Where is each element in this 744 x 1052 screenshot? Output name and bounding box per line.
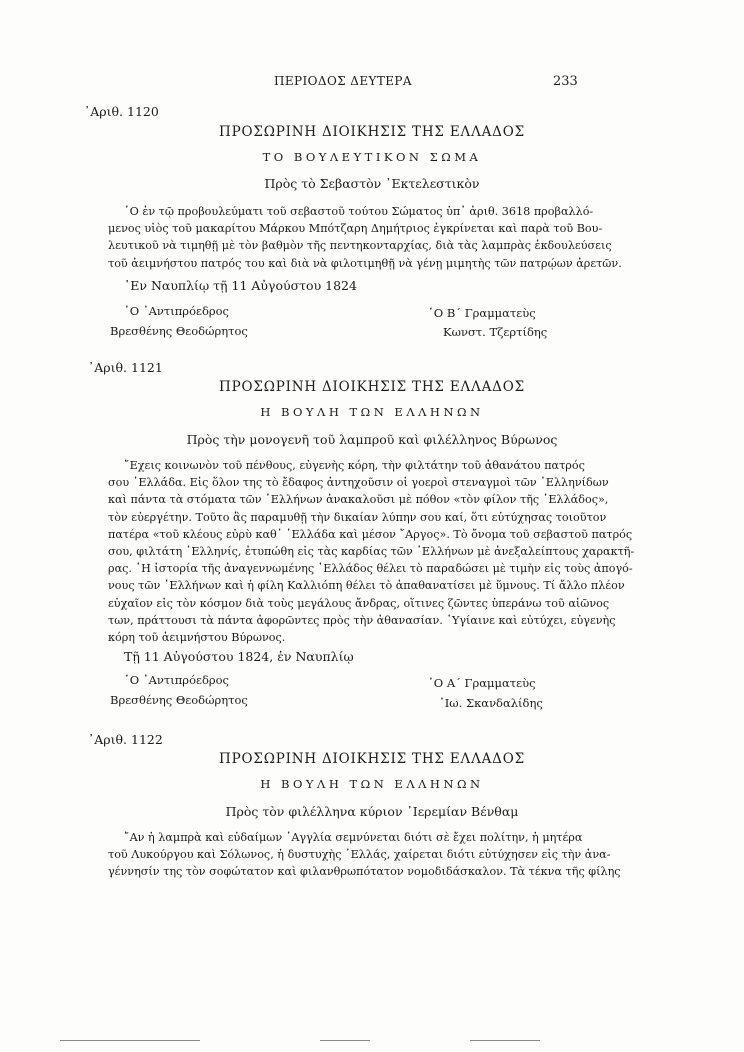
body-line: των, πράττουσι τὰ πάντα ἀφορῶντες πρὸς τὴν ἀθανασίαν. ῾Υγίαινε καὶ εὐτύχει, εὐγενὴς — [108, 613, 616, 627]
document-issuer: ΤΟ ΒΟΥΛΕΥΤΙΚΟΝ ΣΩΜΑ — [262, 150, 482, 164]
document-title: ΠΡΟΣΩΡΙΝΗ ΔΙΟΙΚΗΣΙΣ ΤΗΣ ΕΛΛΑΔΟΣ — [219, 751, 525, 767]
signatory-right-name: Κωνστ. Τζερτίδης — [443, 325, 548, 339]
body-line: καὶ πάντα τὰ στόματα τῶν ῾Ελλήνων ἀνακαλοῦσι μὲ πόθον «τὸν φίλον τῆς ῾Ελλάδος», — [108, 493, 609, 507]
body-line: μενος υἱὸς τοῦ μακαρίτου Μάρκου Μπότζαρη Δημήτριος ἐγκρίνεται καὶ παρὰ τοῦ Βου- — [108, 222, 603, 236]
body-line: σου ῾Ελλάδα. Εἰς ὅλον της τὸ ἔδαφος ἀντηχοῦσιν οἱ γοεροὶ στεναγμοὶ τῶν ῾Ελληνίδων — [108, 476, 609, 490]
signatory-right-name: ᾿Ιω. Σκανδαλίδης — [439, 696, 543, 710]
signatory-left-name: Βρεσθένης Θεοδώρητος — [110, 693, 248, 707]
signatory-left-name: Βρεσθένης Θεοδώρητος — [110, 324, 248, 338]
body-line: κόρη τοῦ ἀειμνήστου Βύρωνος. — [108, 631, 286, 645]
body-line: τὸν εὐεργέτην. Τοῦτο ἂς παραμυθῇ τὴν δικαίαν λύπην σου καί, ὅτι εὐτύχησας τοιοῦτον — [108, 510, 607, 524]
signatory-left-title: ῾Ο ᾿Αντιπρόεδρος — [124, 673, 229, 687]
body-line: πατέρα «τοῦ κλέους εὐρὺ καθ᾿ ῾Ελλάδα καὶ μέσον ῎Αργος». Τὸ ὄνομα τοῦ σεβαστοῦ πατρός — [108, 527, 633, 541]
signatory-right-title: ῾Ο Α´ Γραμματεὺς — [428, 676, 536, 690]
body-line: λευτικοῦ νὰ τιμηθῇ μὲ τὸν βαθμὸν τῆς πεντηκονταρχίας, διὰ τὰς λαμπρὰς ἐκδουλεύσεις — [108, 239, 612, 253]
scan-edge-line — [60, 1040, 200, 1041]
body-line: ῎Εχεις κοινωνὸν τοῦ πένθους, εὐγενὴς κόρη, τὴν φιλτάτην τοῦ ἀθανάτου πατρός — [124, 459, 585, 472]
body-line: νους τῶν ῾Ελλήνων καὶ ἡ φίλη Καλλιόπη θέλει τὸ ἀπαθανατίσει μὲ ὕμνους. Τί ἄλλο πλέον — [108, 579, 625, 593]
document-addressee: Πρὸς τὸν φιλέλληνα κύριον ᾿Ιερεμίαν Βένθαμ — [225, 804, 519, 819]
document-body — [108, 829, 621, 881]
body-line: εὐχαῖον εἰς τὸν κόσμον διὰ τοὺς μεγάλους ἄνδρας, οἵτινες ζῶντες ὑπεράνω τοῦ αἰῶνος — [108, 596, 610, 610]
body-line: ῾Ο ἐν τῷ προβουλεύματι τοῦ σεβαστοῦ τούτου Σώματος ὑπ᾿ ἀριθ. 3618 προβαλλό- — [124, 205, 594, 218]
scan-edge-line — [470, 1040, 540, 1041]
document-number: ᾿Αριθ. 1122 — [88, 732, 163, 747]
body-line: τοῦ ἀειμνήστου πατρός του καὶ διὰ νὰ φιλοτιμηθῇ νὰ γένῃ μιμητὴς τῶν πατρῴων ἀρετῶν. — [108, 256, 622, 270]
body-line: σου, φιλτάτη ῾Ελληνίς, ἐτυπώθη εἰς τὰς καρδίας τῶν ῾Ελλήνων μὲ ἀνεξαλείπτους χαρακτῆ- — [108, 545, 635, 559]
scan-edge-line — [320, 1040, 370, 1041]
page-number: 233 — [553, 74, 578, 89]
signatory-left-title: ῾Ο ᾿Αντιπρόεδρος — [124, 304, 229, 318]
document-number: ᾿Αριθ. 1121 — [88, 360, 163, 375]
running-title: ΠΕΡΙΟΔΟΣ ΔΕΥΤΕΡΑ — [274, 74, 412, 88]
document-title: ΠΡΟΣΩΡΙΝΗ ΔΙΟΙΚΗΣΙΣ ΤΗΣ ΕΛΛΑΔΟΣ — [219, 379, 525, 395]
body-line: γέννησίν της τὸν σοφώτατον καὶ φιλανθρωπότατον νομοδιδάσκαλον. Τὰ τέκνα τῆς φίλης — [108, 865, 621, 879]
document-issuer: Η ΒΟΥΛΗ ΤΩΝ ΕΛΛΗΝΩΝ — [260, 777, 484, 791]
document-addressee: Πρὸς τὴν μονογενῆ τοῦ λαμπροῦ καὶ φιλέλληνος Βύρωνος — [186, 432, 558, 447]
body-line: τοῦ Λυκούργου καὶ Σόλωνος, ἡ δυστυχὴς ῾Ελλάς, χαίρεται διότι εὐτύχησεν εἰς τὴν ἀνα- — [108, 848, 611, 862]
place-date: Τῇ 11 Αὐγούστου 1824, ἐν Ναυπλίῳ — [124, 649, 354, 664]
place-date: ᾿Εν Ναυπλίῳ τῇ 11 Αὐγούστου 1824 — [124, 278, 357, 293]
document-number: ᾿Αριθ. 1120 — [84, 104, 159, 119]
document-title: ΠΡΟΣΩΡΙΝΗ ΔΙΟΙΚΗΣΙΣ ΤΗΣ ΕΛΛΑΔΟΣ — [219, 124, 525, 140]
body-line: ρας. ῾Η ἱστορία τῆς ἀναγεννωμένης ῾Ελλάδος θέλει τὸ παραδώσει μὲ τιμὴν εἰς τοὺς ἀπογό- — [108, 562, 633, 576]
document-issuer: Η ΒΟΥΛΗ ΤΩΝ ΕΛΛΗΝΩΝ — [260, 405, 484, 419]
signatory-right-title: ῾Ο Β´ Γραμματεὺς — [428, 306, 536, 320]
document-addressee: Πρὸς τὸ Σεβαστὸν ᾿Εκτελεστικὸν — [264, 176, 480, 191]
document-body — [108, 457, 635, 646]
document-body — [108, 203, 622, 272]
body-line: ῎Αν ἡ λαμπρὰ καὶ εὐδαίμων ᾿Αγγλία σεμνύνεται διότι σὲ ἔχει πολίτην, ἡ μητέρα — [124, 831, 583, 844]
